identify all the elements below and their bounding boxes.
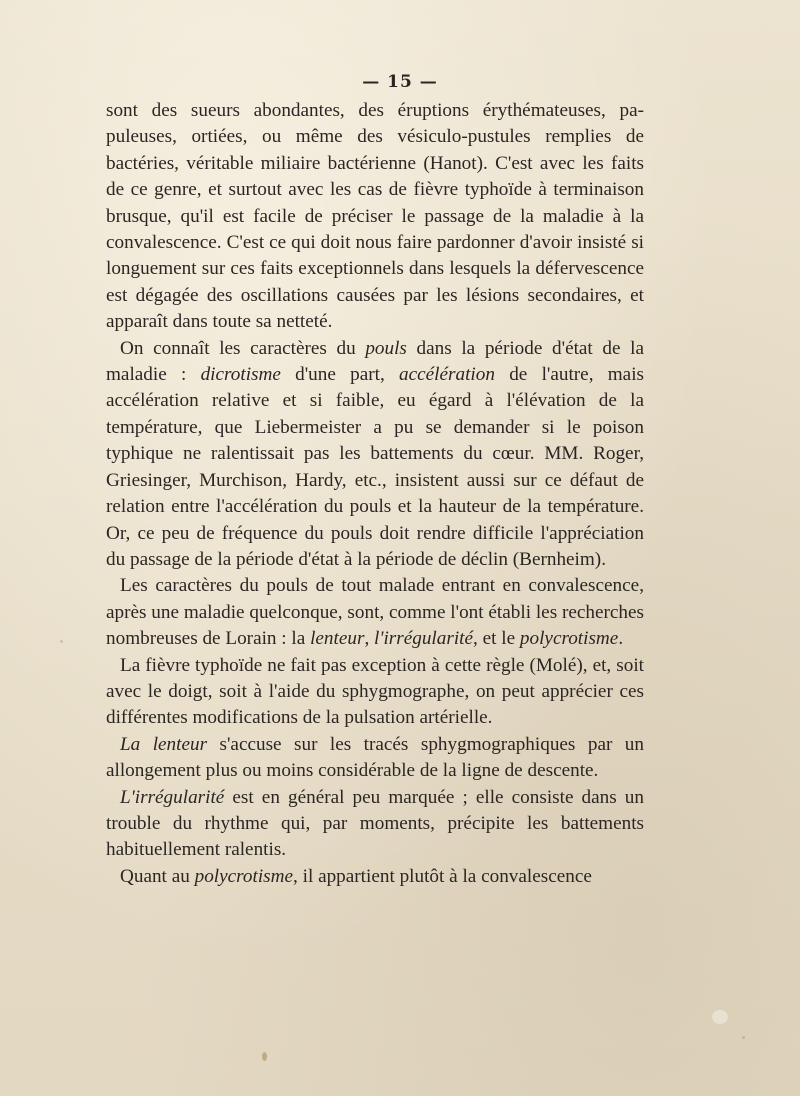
italic-text: polycrotisme: [194, 865, 294, 887]
text-run: Quant au: [120, 865, 195, 887]
italic-text: La lenteur: [120, 733, 208, 755]
page-number: — 15 —: [362, 72, 438, 92]
paper-speck: [262, 1052, 267, 1061]
italic-text: polycrotisme: [519, 628, 619, 650]
text-run: La fièvre typhoïde ne fait pas exception à cette règle (Molé), et, soit avec le doigt, soit à l'aide du sphygmographe, on peut apprécier ces différentes modifications de la pulsation artérielle.: [106, 654, 644, 729]
italic-text: lenteur: [310, 628, 365, 650]
paper-speck: [742, 1036, 745, 1039]
text-run: , et le: [473, 628, 520, 650]
paragraph: [106, 573, 644, 652]
paragraph: [106, 864, 644, 890]
italic-text: pouls: [365, 337, 407, 359]
text-run: .: [618, 628, 624, 650]
text-run: d'une part,: [280, 364, 400, 386]
italic-text: l'irrégularité: [374, 628, 474, 650]
text-run: est en général peu marquée ; elle consiste dans un trouble du rhythme qui, par moments, précipite les battements habituellement ralentis.: [106, 786, 644, 861]
text-run: sont des sueurs abondantes, des éruptions érythémateuses, papuleuses, ortiées, ou même des vésiculo-pustules remplies de bactéries, véritable miliaire bactérienne (Hanot). C'est avec les faits de ce genre, et surtout avec les cas de fièvre typhoïde à terminaison brusque, qu'il est facile de préciser le passage de la maladie à la convalescence. C'est ce qui doit nous faire pardonner d'avoir insisté si longuement sur ces faits exceptionnels dans lesquels la défervescence est dégagée des oscillations causées par les lésions secondaires, et apparaît dans toute sa netteté.: [106, 100, 644, 333]
paragraph: [106, 785, 644, 864]
italic-text: accélération: [399, 364, 495, 386]
italic-text: L'irrégularité: [120, 786, 225, 808]
paragraph: [106, 98, 644, 336]
italic-text: dicrotisme: [200, 364, 281, 386]
paragraph: [106, 336, 644, 574]
paper-speck: [712, 1010, 728, 1024]
paragraph: [106, 653, 644, 732]
paragraph: [106, 732, 644, 785]
paper-speck: [60, 640, 63, 643]
text-run: de l'autre, mais accélération relative et si faible, eu égard à l'élévation de la température, que Liebermeister a pu se demander si le poison typhique ne ralentissait pas les battements du cœur. MM. Roger, Griesinger, Murchison, Hardy, etc., insistent aussi sur ce défaut de relation entre l'accélération du pouls et la hauteur de la température. Or, ce peu de fréquence du pouls doit rendre difficile l'appréciation du passage de la période d'état à la période de déclin (Bernheim).: [106, 364, 644, 570]
text-run: s'accuse sur les tracés sphygmographiques par un allongement plus ou moins considérable de la ligne de descente.: [106, 733, 644, 782]
text-run: dans la période d'état de la maladie :: [106, 337, 644, 386]
text-run: Les caractères du pouls de tout malade entrant en convalescence, après une maladie quelconque, sont, comme l'ont établi les recherches nombreuses de Lorain : la: [106, 575, 644, 650]
text-run: , il appartient plutôt à la convalescence: [293, 865, 592, 887]
text-run: ,: [364, 628, 375, 650]
body-text: [106, 98, 644, 890]
text-run: On connaît les caractères du: [120, 337, 366, 359]
